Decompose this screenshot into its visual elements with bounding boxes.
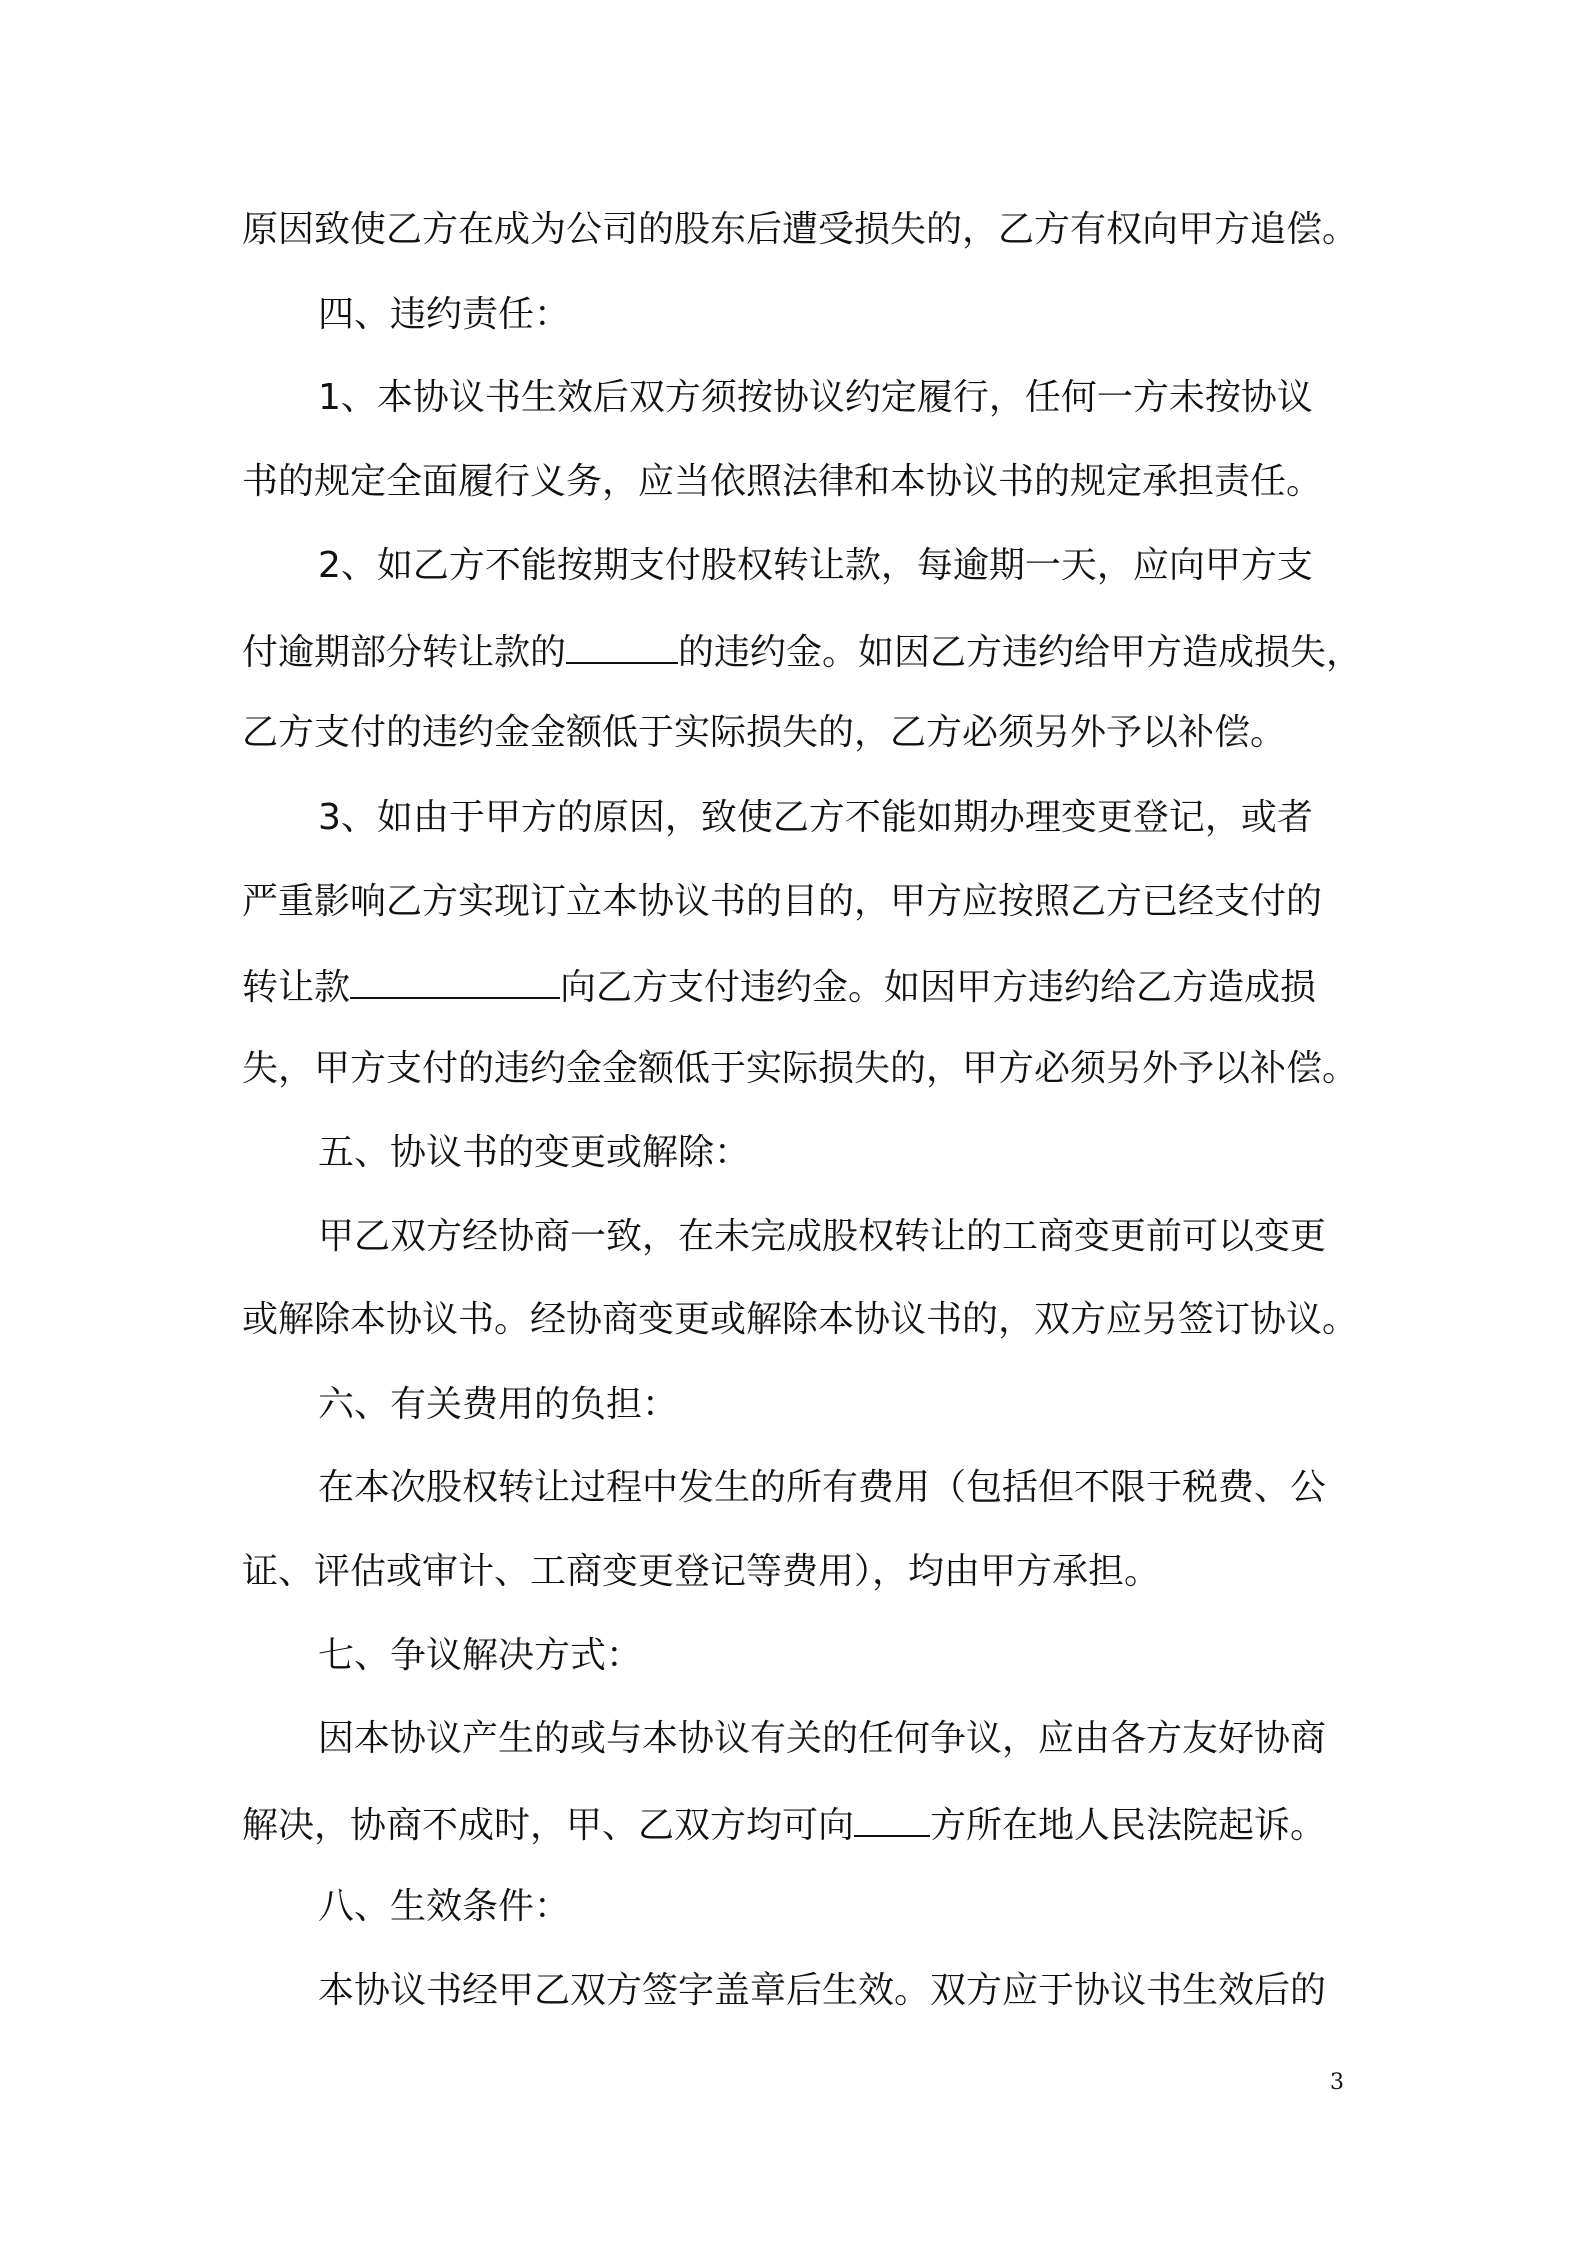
paragraph-line: 证、评估或审计、工商变更登记等费用），均由甲方承担。	[242, 1551, 1161, 1592]
paragraph-line-with-blank	[242, 1801, 1372, 1845]
text-segment: 付逾期部分转让款的	[242, 632, 567, 673]
paragraph-line: 失，甲方支付的违约金金额低于实际损失的，甲方必须另外予以补偿。	[242, 1048, 1359, 1089]
text-segment: 方所在地人民法院起诉。	[930, 1805, 1327, 1846]
paragraph-line: 书的规定全面履行义务，应当依照法律和本协议书的规定承担责任。	[242, 461, 1323, 502]
paragraph-line-with-blank	[242, 963, 1372, 1007]
paragraph-line: 原因致使乙方在成为公司的股东后遭受损失的，乙方有权向甲方追偿。	[242, 209, 1359, 250]
section-heading-fees: 六、有关费用的负担：	[318, 1384, 679, 1425]
section-heading-amendment: 五、协议书的变更或解除：	[318, 1132, 751, 1173]
fill-in-blank[interactable]	[854, 1801, 930, 1837]
text-segment: 向乙方支付违约金。如因甲方违约给乙方造成损	[560, 967, 1317, 1008]
section-heading-breach: 四、违约责任：	[318, 294, 571, 335]
text-segment: 转让款	[242, 967, 351, 1008]
paragraph-line: 1、本协议书生效后双方须按协议约定履行，任何一方未按协议	[318, 377, 1313, 418]
section-heading-effectiveness: 八、生效条件：	[318, 1886, 571, 1927]
text-segment: 的违约金。如因乙方违约给甲方造成损失，	[678, 632, 1363, 673]
paragraph-line: 3、如由于甲方的原因，致使乙方不能如期办理变更登记，或者	[318, 797, 1313, 838]
paragraph-line: 乙方支付的违约金金额低于实际损失的，乙方必须另外予以补偿。	[242, 712, 1287, 753]
fill-in-blank[interactable]	[566, 628, 678, 664]
paragraph-line: 在本次股权转让过程中发生的所有费用（包括但不限于税费、公	[318, 1467, 1327, 1508]
page-number: 3	[1330, 2070, 1344, 2095]
fill-in-blank[interactable]	[350, 963, 560, 999]
paragraph-line: 或解除本协议书。经协商变更或解除本协议书的，双方应另签订协议。	[242, 1299, 1359, 1340]
paragraph-line: 甲乙双方经协商一致，在未完成股权转让的工商变更前可以变更	[318, 1216, 1327, 1257]
paragraph-line: 严重影响乙方实现订立本协议书的目的，甲方应按照乙方已经支付的	[242, 881, 1323, 922]
paragraph-line-with-blank	[242, 628, 1372, 672]
paragraph-line: 因本协议产生的或与本协议有关的任何争议，应由各方友好协商	[318, 1718, 1327, 1759]
paragraph-line: 本协议书经甲乙双方签字盖章后生效。双方应于协议书生效后的	[318, 1970, 1327, 2011]
text-segment: 解决，协商不成时，甲、乙双方均可向	[242, 1805, 855, 1846]
section-heading-disputes: 七、争议解决方式：	[318, 1635, 643, 1676]
paragraph-line: 2、如乙方不能按期支付股权转让款，每逾期一天，应向甲方支	[318, 545, 1313, 586]
